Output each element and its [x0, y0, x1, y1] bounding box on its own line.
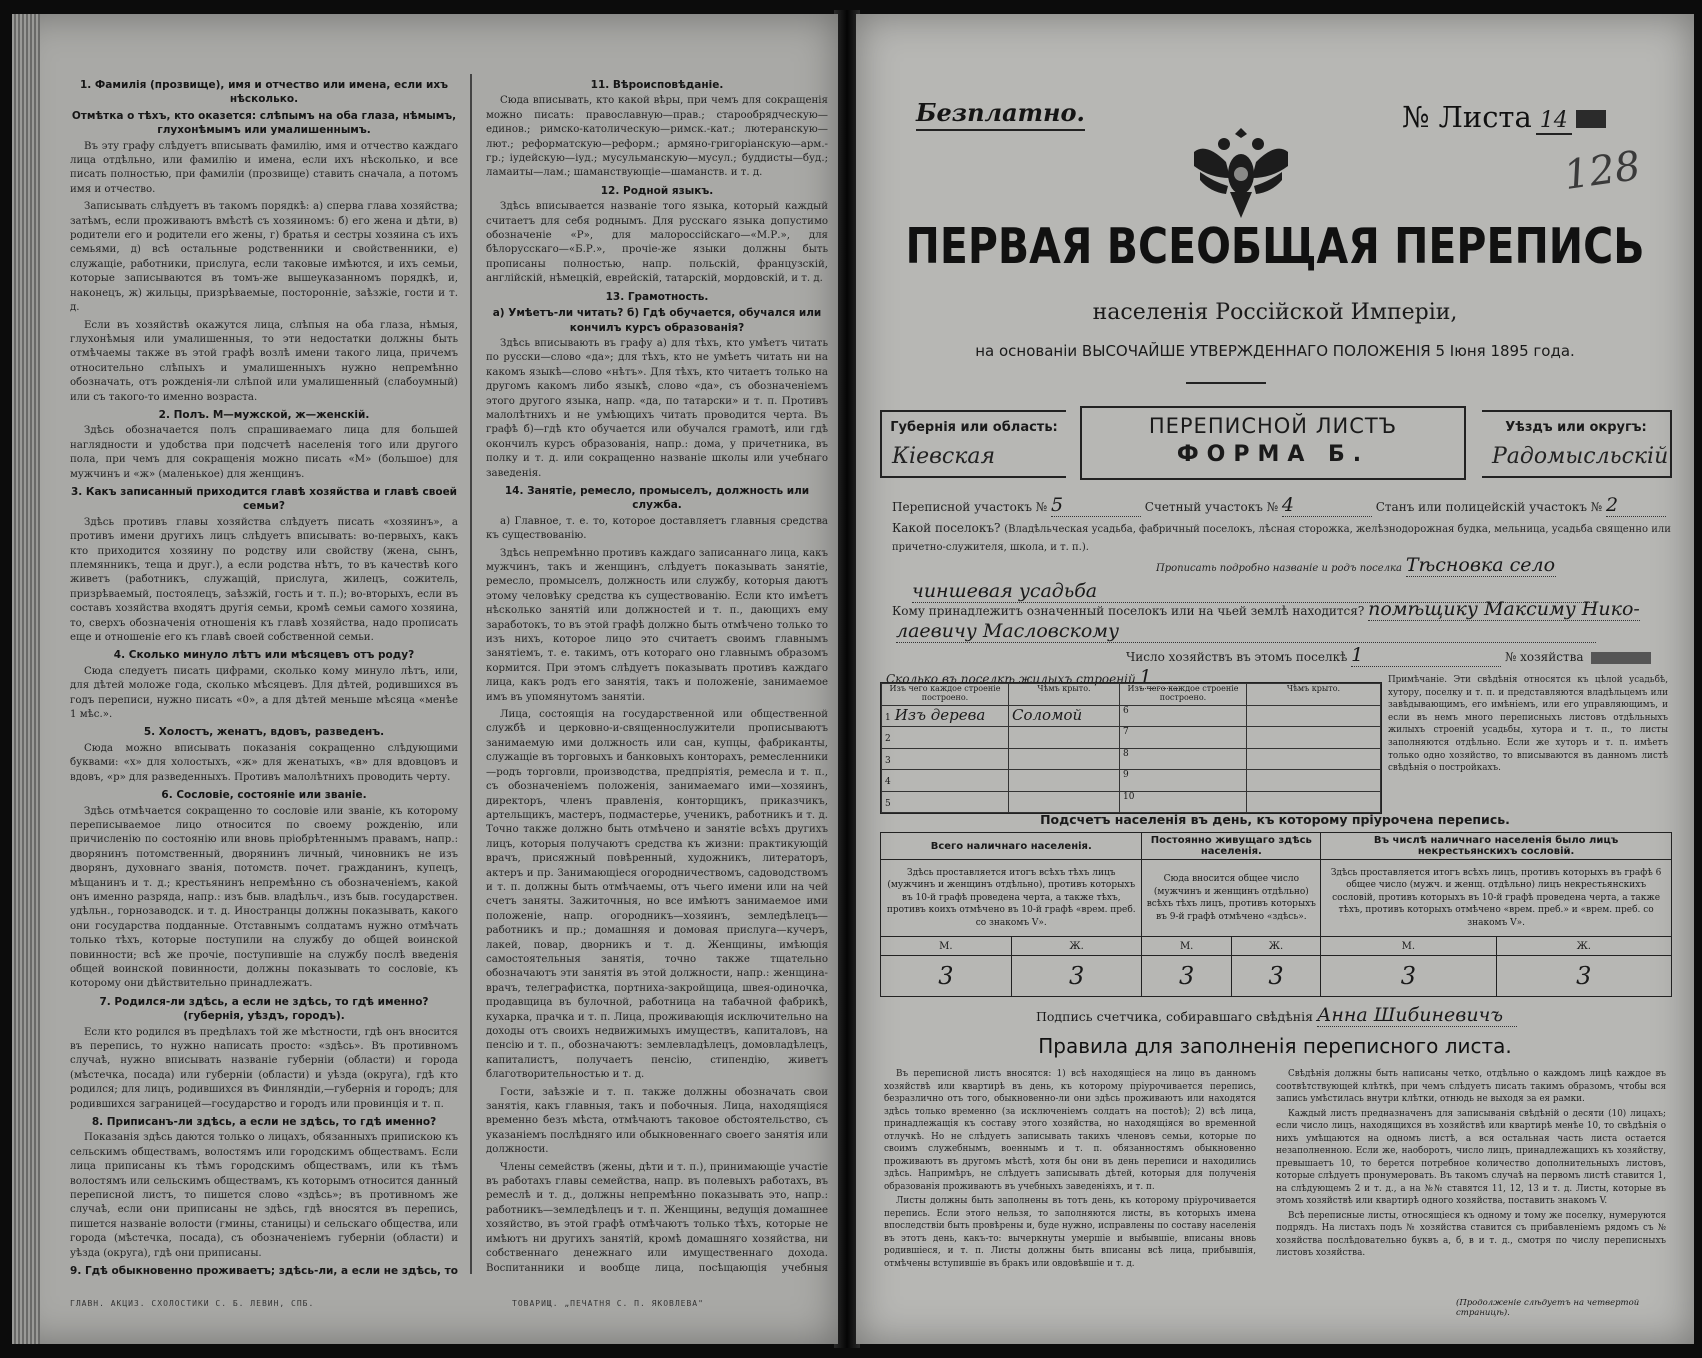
form-title: ФОРМА Б.: [1176, 442, 1370, 467]
col1-paragraph: Здѣсь обозначается полъ спрашиваемаго лица для большей наглядности и удобства при подсчетѣ населенія того или другого пола, при чемъ для сокращенія можно писать «М» (большое) для мужчинъ и «ж» (маленькое) для женщинъ.: [70, 425, 458, 480]
pop-value-m-2: 3: [1142, 956, 1231, 997]
col2-paragraph: Здѣсь вписывается названіе того языка, который каждый считаетъ для себя роднымъ. Для русскаго языка допустимо обозначеніе «Р», для малороссійскаго—«М.Р.», для бѣлорусскаго—«Б.Р.», прочіе-же языки должны быть прописаны полностью, напр. польскій, французскій, англійскій, нѣмецкій, еврейскій, татарскій, мордовскій, и т. д.: [486, 201, 828, 285]
right-page: [856, 14, 1694, 1344]
col1-paragraph: Если кто родился въ предѣлахъ той же мѣстности, гдѣ онъ вносится въ перепись, то нужно написать просто: «здѣсь». Въ противномъ случаѣ, нужно вписывать названіе губерніи (области) и города (мѣстечка, посада) или губерніи (области) и уѣзда (округа), гдѣ кто родился; для лицъ, родившихся въ Финляндіи,—губернія и городъ; для родившихся заграницей—государство и городъ или провинція и т. п.: [70, 1026, 458, 1110]
owner-line: [892, 598, 1640, 621]
pop-value-m-3: 3: [1321, 956, 1496, 997]
sheet-number-label: № Листа: [1402, 100, 1532, 134]
signature-value: Анна Шибиневичъ: [1317, 1004, 1517, 1027]
bld-row-number-right: 9: [1120, 770, 1247, 792]
col1-heading: 8. Приписанъ-ли здѣсь, а если не здѣсь, то гдѣ именно?: [91, 1116, 437, 1129]
census-title: ПЕРВАЯ ВСЕОБЩАЯ ПЕРЕПИСЬ: [905, 217, 1645, 275]
col2-heading: а) Умѣетъ-ли читать? б) Гдѣ обучается, обучался или кончилъ курсъ образованія?: [492, 307, 822, 334]
instructions-column-2: [486, 76, 828, 1276]
column-divider: [470, 74, 472, 1274]
poselok-line: [892, 520, 1672, 556]
bld-material-value: Изъ дерева: [894, 705, 986, 724]
page-edges: [12, 14, 40, 1344]
pop-col-m-3: М.: [1321, 937, 1496, 956]
uezd-value: Радомысльскій: [1492, 444, 1669, 469]
col2-paragraph: Члены семействъ (жены, дѣти и т. п.), принимающіе участіе въ работахъ главы семейства, напр. въ полевыхъ работахъ, въ ремеслѣ и т. д., должны непремѣнно показывать это, напр.: работникъ—земледѣлецъ и т. п. Женщины, ведущія домашнее хозяйство, въ этой графѣ отмѣчаютъ только тѣхъ, которые не имѣютъ ни другихъ занятій, кромѣ домашняго хозяйства, ни собственнаго денежнаго или имущественнаго дохода. Воспитанники и вообще лица, посѣщающія учебныя: [486, 1161, 828, 1274]
gubernia-box: [880, 410, 1066, 478]
rules-paragraph: Каждый листъ предназначенъ для записыванія свѣдѣній о десяти (10) лицахъ; если число лицъ, находящихся въ хозяйствѣ или квартирѣ менѣе 10, то свѣдѣнія о нихъ умѣщаются на одномъ листѣ, а вся остальная часть листа остается незаполненною. Если же, наоборотъ, число лицъ, принадлежащихъ къ хозяйству, превышаетъ 10, то берется потребное количество дополнительныхъ листовъ, которые слѣдуетъ пронумеровать. Въ такомъ случаѣ на первомъ листѣ ставится 1, на слѣдующемъ 2 и т. д., а на №№ ставятся 11, 12, 13 и т. д. Листы, которые въ этомъ хозяйствѣ или квартирѣ одного хозяйства, поставить знакомъ V.: [1276, 1108, 1666, 1206]
rules-title: Правила для заполненія переписного листа.: [1038, 1034, 1512, 1058]
col2-heading: 11. Вѣроисповѣданіе.: [590, 79, 724, 91]
households-value: 1: [1351, 644, 1501, 667]
household-no-redaction: [1591, 652, 1651, 664]
bld-row-number-right: 7: [1120, 727, 1247, 749]
rules-column-1: [884, 1068, 1256, 1294]
district-line: [892, 494, 1666, 517]
col1-paragraph: Въ эту графу слѣдуетъ вписывать фамилію, имя и отчество каждаго лица отдѣльно, или фамилію и имена, если ихъ нѣсколько, и все писать полностью, при фамиліи (прозвище) ставить сначала, а потомъ имя и отчество.: [70, 140, 458, 195]
bld-row: [882, 727, 1381, 749]
poselok-value-2: чиншевая усадьба: [912, 580, 1592, 603]
pop-col-f-1: Ж.: [1011, 937, 1142, 956]
bld-roof-empty: [1247, 791, 1381, 813]
owner-line-2: [896, 620, 1596, 643]
pop-group-title-1: Всего наличнаго населенія.: [881, 833, 1142, 860]
pop-group-title-2: Постоянно живущаго здѣсь населенія.: [1142, 833, 1321, 860]
rules-continued-note: (Продолженіе слѣдуетъ на четвертой страницѣ).: [1456, 1298, 1640, 1318]
pop-col-f-3: Ж.: [1496, 937, 1671, 956]
bld-row-number-right: 6: [1120, 705, 1247, 727]
bld-row-number: 2: [885, 734, 891, 744]
census-basis: на основаніи ВЫСОЧАЙШЕ УТВЕРЖДЕННАГО ПОЛОЖЕНІЯ 5 Іюня 1895 года.: [975, 342, 1575, 360]
poselok-label: Какой поселокъ?: [892, 521, 1001, 535]
col2-heading: 13. Грамотность.: [605, 290, 709, 303]
col2-paragraph: а) Главное, т. е. то, которое доставляетъ главныя средства къ существованію.: [486, 515, 828, 542]
col1-paragraph: Записывать слѣдуетъ въ такомъ порядкѣ: а) сперва глава хозяйства; затѣмъ, если проживаютъ вмѣстѣ съ хозяиномъ: б) его жена и дѣти, в) родители его и родители его жены, г) братья и сестры хозяина съ ихъ семьями, д) всѣ остальные родственники и свойственники, е) служащіе, работники, прислуга, если таковые имѣются, и ихъ семьи, которые записываются въ томъ-же вышеуказанномъ порядкѣ, и, наконецъ, ж) жильцы, призрѣваемые, посторонніе, заѣзжіе, гости и т. д.: [70, 201, 458, 314]
bld-material-cell: [882, 770, 1009, 792]
col1-heading: 5. Холостъ, женатъ, вдовъ, разведенъ.: [143, 726, 385, 739]
bld-material-cell: [882, 705, 1009, 727]
poselok-value-1: Тѣсновка село: [1405, 554, 1556, 576]
bld-roof-value: [1009, 791, 1120, 813]
buildings-value: 1: [1140, 666, 1180, 689]
divider: [1186, 382, 1266, 384]
households-label: Число хозяйствъ въ этомъ поселкѣ: [1126, 650, 1348, 664]
free-label: Безплатно.: [916, 98, 1085, 131]
owner-value-2: лаевичу Масловскому: [896, 620, 1596, 643]
bld-material-cell: [882, 727, 1009, 749]
owner-value-1: помѣщику Максиму Нико-: [1368, 598, 1640, 620]
double-headed-eagle-emblem: [1186, 122, 1296, 222]
bld-header-material-1: Изъ чего каждое строеніе построено.: [882, 684, 1009, 706]
uezd-label: Уѣздъ или округъ:: [1505, 420, 1647, 435]
pop-group-title-3: Въ числѣ наличнаго населенія было лицъ некрестьянскихъ сословій.: [1321, 833, 1672, 860]
pop-value-m-1: 3: [881, 956, 1012, 997]
bld-row-number-right: 10: [1120, 791, 1247, 813]
col2-paragraph: Здѣсь непремѣнно противъ каждаго записаннаго лица, какъ мужчинъ, такъ и женщинъ, слѣдуетъ показывать занятіе, ремесло, промыселъ, должность или службу, которыя даютъ этому человѣку средства къ существованію. Если кто имѣетъ нѣсколько занятій или должностей и т. п., дающихъ ему заработокъ, то въ этой графѣ должно быть отмѣчено только то изъ нихъ, которое лицо это считаетъ своимъ главнымъ занятіемъ, т. е. такимъ, отъ котораго оно главнымъ образомъ кормится. При этомъ слѣдуетъ показывать противъ каждаго лица, какъ родъ его занятія, такъ и положеніе, занимаемое имъ въ упомянутомъ занятіи.: [486, 547, 828, 703]
list-title: ПЕРЕПИСНОЙ ЛИСТЪ: [1148, 414, 1398, 438]
rules-paragraph: Свѣдѣнія должны быть написаны четко, отдѣльно о каждомъ лицѣ каждое въ соотвѣтствующей клѣткѣ, при чемъ слѣдуетъ писать такимъ образомъ, чтобы вся запись умѣстилась внутри клѣтки, отнюдь не выходя за ея рамки.: [1276, 1069, 1666, 1104]
buildings-note: Примѣчаніе. Эти свѣдѣнія относятся къ цѣлой усадьбѣ, хутору, поселку и т. п. и представляются владѣльцемъ или завѣдывающимъ, его имѣніемъ, или его управляющимъ, и если въ немъ много переписныхъ листовъ отдѣльныхъ жилыхъ строеній усадьбы, хутора и т. п., то листы заполняются отдѣльно. Если же хуторъ и т. п. имѣетъ только одно хозяйство, то вписываются въ данномъ листѣ свѣдѣнія о постройкахъ.: [1388, 675, 1668, 774]
uchastok-value: 5: [1051, 494, 1141, 517]
rules-paragraph: Всѣ переписные листы, относящіеся къ одному и тому же поселку, нумеруются подрядъ. На листахъ подъ № хозяйства ставится съ прибавленіемъ рядомъ съ № хозяйства послѣдовательно буквъ а, б, в и т. д., смотря по числу переписныхъ листовъ хозяйства.: [1276, 1210, 1666, 1258]
pop-col-m-1: М.: [881, 937, 1012, 956]
pop-group-desc-2: Сюда вносится общее число (мужчинъ и женщинъ отдѣльно) всѣхъ тѣхъ лицъ, противъ которыхъ въ 9-й графѣ отмѣчено «здѣсь».: [1142, 860, 1321, 937]
col1-paragraph: Показанія здѣсь даются только о лицахъ, обязанныхъ припискою къ сельскимъ обществамъ, волостямъ или городскимъ обществамъ. Если лица приписаны къ тѣмъ городскимъ обществамъ, или къ тѣмъ волостямъ или сельскимъ обществамъ, къ которымъ относится данный переписной листъ, то пишется слово «здѣсь»; въ противномъ же случаѣ, если они приписаны не здѣсь, гдѣ вносятся въ перепись, пишется названіе волости (гмины, станицы) и сельскаго общества, или города (мѣстечка, посада), съ обозначеніемъ губерніи (области) и уѣзда (округа), гдѣ они приписаны.: [70, 1132, 458, 1259]
col1-heading: 9. Гдѣ обыкновенно проживаетъ; здѣсь-ли, а если не здѣсь, то: [70, 1265, 458, 1276]
bld-row-number: 5: [885, 798, 891, 809]
pop-value-f-2: 3: [1231, 956, 1320, 997]
bld-row: [882, 705, 1381, 727]
col2-heading: 12. Родной языкъ.: [600, 184, 714, 197]
gubernia-value: Кіевская: [892, 444, 996, 469]
sheet-number-value: 14: [1536, 108, 1572, 135]
bld-material-cell: [882, 748, 1009, 770]
pop-group-desc-1: Здѣсь проставляется итогъ всѣхъ тѣхъ лицъ (мужчинъ и женщинъ отдѣльно), противъ которыхъ въ 10-й графѣ проведена черта, а также тѣхъ, противъ коихъ отмѣчено въ 10-й графѣ «врем. преб. со знакомъ V».: [881, 860, 1142, 937]
enumerator-signature-line: [1036, 1004, 1517, 1027]
col1-paragraph: Здѣсь противъ главы хозяйства слѣдуетъ писать «хозяинъ», а противъ имени другихъ лицъ слѣдуетъ вписывать: во-первыхъ, какъ кто приходится хозяину по родству или свойству (жена, сынъ, племянникъ, теща и друг.), а если родства нѣтъ, то въ качествѣ кого живетъ (работникъ, служащій, прислуга, жилецъ, сожитель, призрѣваемый, постоялецъ, заѣзжій, гость и т. п.); во-вторыхъ, если въ составъ хозяйства входятъ другія семьи, кромѣ семьи самого хозяина, то, сверхъ обозначенія отношенія къ главѣ хозяйства, надо прописать еще и отношеніе его къ главѣ своей собственной семьи.: [70, 516, 458, 644]
poselok-hint-2: Прописать подробно названіе и родъ поселка: [1156, 563, 1402, 574]
population-count-title: Подсчетъ населенія въ день, къ которому пріурочена перепись.: [1040, 812, 1510, 827]
bld-roof-empty: [1247, 748, 1381, 770]
households-line: [1126, 644, 1651, 667]
instructions-column-1: [70, 76, 458, 1276]
bld-row: [882, 791, 1381, 813]
poselok-hint: (Владѣльческая усадьба, фабричный поселокъ, лѣсная сторожка, желѣзнодорожная будка, мельница, усадьба священно или причетно-служителя, школа, и т. п.).: [892, 524, 1671, 553]
rules-column-2: [1276, 1068, 1666, 1294]
form-title-box: [1080, 406, 1466, 480]
bld-row: [882, 748, 1381, 770]
bld-roof-value: Соломой: [1009, 705, 1120, 727]
bld-roof-empty: [1247, 727, 1381, 749]
col2-paragraph: Сюда вписывать, кто какой вѣры, при чемъ для сокращенія можно писать: православную—прав.; старообрядческую—единов.; римско-католическую—римск.-кат.; лютеранскую—лют.; реформатскую—реформ.; армяно-григоріанскую—арм.-гр.; іудейскую—іуд.; мусульманскую—мусул.; буддисты—буд.; ламаиты—лам.; шаманствующіе—шаманств. и т. д.: [486, 95, 828, 179]
buildings-label: Сколько въ поселкѣ жилыхъ строеній: [886, 672, 1136, 686]
bld-roof-value: [1009, 748, 1120, 770]
gubernia-label: Губернія или область:: [890, 420, 1058, 435]
left-page: [12, 14, 838, 1344]
census-subtitle: населенія Россійской Имперіи,: [1092, 300, 1458, 325]
bld-header-roof-1: Чѣмъ крыто.: [1009, 684, 1120, 706]
bld-roof-empty: [1247, 705, 1381, 727]
buildings-table: [880, 682, 1382, 814]
schetny-value: 4: [1282, 494, 1372, 517]
col2-heading: 14. Занятіе, ремесло, промыселъ, должность или служба.: [504, 484, 810, 512]
pop-col-f-2: Ж.: [1231, 937, 1320, 956]
household-no-label: № хозяйства: [1504, 650, 1584, 664]
pop-value-f-3: 3: [1496, 956, 1671, 997]
redaction-mark: [1576, 110, 1606, 128]
population-count-table: [880, 832, 1672, 990]
pop-value-f-1: 3: [1011, 956, 1142, 997]
col1-heading: 3. Какъ записанный приходится главѣ хозяйства и главѣ своей семьи?: [70, 485, 458, 513]
col1-heading: 2. Полъ. М—мужской, ж—женскій.: [158, 408, 370, 421]
rules-paragraph: Листы должны быть заполнены въ тотъ день, къ которому пріурочивается перепись. Если этого нельзя, то заполняются листы, въ которыхъ имена впоследствіи быть провѣрены и, буде нужно, исправлены по составу населенія въ этотъ день, какъ-то: вычеркнуты умершіе и выбывшіе, вписаны вновь родившіеся, и т. п. Листы должны быть вписаны всѣ лица, прибывшія, отмѣчены вступившіе въ бракъ или овдовѣвшіе и т. д.: [884, 1196, 1256, 1269]
schetny-label: Счетный участокъ №: [1144, 500, 1279, 514]
col2-paragraph: Гости, заѣзжіе и т. п. также должны обозначать свои занятія, какъ главныя, такъ и побочныя. Лица, находящіяся временно безъ мѣста, отмѣчаютъ таковое обстоятельство, съ указаніемъ послѣдняго или обыкновеннаго своего занятія или должности.: [486, 1086, 828, 1156]
printer-imprint-left: ГЛАВН. АКЦИЗ. СХОЛОСТИКИ С. Б. ЛЕВИН, СПБ.: [70, 1299, 315, 1308]
bld-row-number: 1: [885, 712, 891, 723]
bld-row: [882, 770, 1381, 792]
bld-roof-value: [1009, 770, 1120, 792]
stan-value: 2: [1606, 494, 1666, 517]
col1-paragraph: Сюда можно вписывать показанія сокращенно слѣдующими буквами: «х» для холостыхъ, «ж» для женатыхъ, «в» для вдовцовъ и вдовъ, «р» для разведенныхъ. Противъ малолѣтнихъ проводить черту.: [70, 742, 458, 783]
signature-label: Подпись счетчика, собиравшаго свѣдѣнія: [1036, 1009, 1313, 1024]
bld-row-number-right: 8: [1120, 748, 1247, 770]
printer-imprint-right: ТОВАРИЩ. „ПЕЧАТНЯ С. П. ЯКОВЛЕВА": [512, 1299, 704, 1308]
col1-heading: Отмѣтка о тѣхъ, кто оказется: слѣпымъ на оба глаза, нѣмымъ, глухонѣмымъ или умалишеннымъ.: [71, 109, 457, 137]
sheet-number: [1402, 100, 1606, 134]
col1-heading: 4. Сколько минуло лѣтъ или мѣсяцевъ отъ роду?: [113, 649, 415, 662]
rules-paragraph: Въ переписной листъ вносятся: 1) всѣ находящіеся на лицо въ данномъ хозяйствѣ или квартирѣ въ день, къ которому пріурочивается перепись, безразлично отъ того, обыкновенно-ли они здѣсь проживаютъ или находятся здѣсь только временно (за исключеніемъ солдатъ на постоѣ); 2) всѣ лица, принадлежащія къ составу этого хозяйства, но находящіяся во временной отлучкѣ. Но не слѣдуетъ записывать такихъ членовъ семьи, которые по своимъ служебнымъ, военнымъ и т. п. обязанностямъ обыкновенно проживаютъ въ другомъ мѣстѣ, хотя бы они въ день переписи и находились здѣсь. Напримѣръ, не слѣдуетъ записывать дѣтей, которыя для полученія образованія проживаютъ въ учебныхъ заведеніяхъ, и т. п.: [884, 1069, 1256, 1192]
col1-heading: 7. Родился-ли здѣсь, а если не здѣсь, то гдѣ именно? (губернія, уѣздъ, городъ).: [99, 995, 429, 1023]
bld-header-material-2: Изъ чего каждое строеніе построено.: [1120, 684, 1247, 706]
bld-row-number: 3: [885, 755, 891, 766]
bld-roof-value: [1009, 727, 1120, 749]
pop-group-desc-3: Здѣсь проставляется итогъ всѣхъ лицъ, противъ которыхъ въ графѣ 6 общее число (мужч. и женщ. отдѣльно) лицъ некрестьянскихъ сословій, противъ которыхъ въ 10-й графѣ проведена черта, а также тѣхъ, противъ которыхъ отмѣчено «врем. преб.» и «врем. преб. со знакомъ V».: [1321, 860, 1672, 937]
col1-paragraph: Сюда следуетъ писать цифрами, сколько кому минуло лѣтъ, или, для дѣтей моложе года, сколько мѣсяцевъ. Для дѣтей, родившихся въ годъ переписи, нужно писать «0», а для дѣтей меньше мѣсяца «менѣе 1 мѣс.».: [70, 665, 458, 721]
uchastok-label: Переписной участокъ №: [892, 500, 1048, 514]
col2-paragraph: Здѣсь вписывають въ графу а) для тѣхъ, кто умѣетъ читать по русски—слово «да»; для тѣхъ, кто не умѣетъ читать ни на какомъ языкѣ—слово «нѣтъ». Для тѣхъ, кто читаетъ только на другомъ какомъ либо языкѣ, слово «да», съ обозначеніемъ этого другого языка, напр. «да, по татарски» и т. п. Противъ малолѣтнихъ и не умѣющихъ читать проводится черта. Въ графѣ б)—гдѣ кто обучается или обучался грамотѣ, или гдѣ окончилъ курсъ образованія, напр.: дома, у причетника, въ полку и т. д. или сокращенно названіе школы или учебнаго заведенія.: [486, 337, 828, 479]
bld-header-roof-2: Чѣмъ крыто.: [1247, 684, 1381, 706]
col1-paragraph: Здѣсь отмѣчается сокращенно то сословіе или званіе, къ которому переписываемое лицо относится по своему рожденію, или причисленію по состоянію или вновь пріобрѣтеннымъ правамъ, напр.: дворянинъ потомственный, дворянинъ личный, чиновникъ не изъ дворянъ, духовнаго званія, потомств. почет. гражданинъ, купецъ, мѣщанинъ и т. д.; крестьянинъ непремѣнно съ обозначеніемъ, какой онъ именно разряда, напр.: изъ быв. владѣльч., изъ быв. государствен. удѣльн., горнозаводск. и т. д. Иностранцы должны показывать, какого они государства подданные. Отставнымъ солдатамъ нужно отмѣчать только тѣхъ, которые поступили на службу до общей воинской повинности; всѣ же прочіе, поступившіе на службу послѣ введенія общей воинской повинности, должны показывать то сословіе, къ которому они дѣйствительно принадлежатъ.: [70, 805, 458, 990]
poselok-value-line: [1156, 554, 1556, 577]
col1-paragraph: Если въ хозяйствѣ окажутся лица, слѣпыя на оба глаза, нѣмыя, глухонѣмыя или умалишенныя, то эти недостатки должны быть отмѣчаемы также въ этой графѣ возлѣ имени такого лица, причемъ относительно слѣпыхъ и умалишенныхъ нужно непремѣнно обозначать, отъ рожденія-ли слѣпой или умалишенный (слабоумный) или съ такого-то именно возраста.: [70, 319, 458, 403]
col2-paragraph: Лица, состоящія на государственной или общественной службѣ и церковно-и-священнослужители прописываютъ занимаемую ими должность или сан, купцы, фабриканты, служащіе въ торговыхъ и банковыхъ конторахъ, ремесленники—родъ торговли, производства, предпріятія, ремесла и т. п., съ обозначеніемъ положенія, занимаемаго ими—хозяинъ, директоръ, членъ правленія, конторщикъ, приказчикъ, артельщикъ, мастеръ, подмастерье, ученикъ, работникъ и т. д. Точно также должно быть отмѣчено и занятіе всѣхъ другихъ лицъ, которыя получаютъ средства къ жизни: практикующій врачъ, присяжный повѣренный, художникъ, литераторъ, актеръ и пр. Занимающіеся огородничествомъ, садоводствомъ и т. п. должны быть отмѣчаемы, отъ чьего имени или на чей счетъ заняты. Зажиточныя, но все имѣютъ занимаемое ими положеніе, напр. огородникъ—хозяинъ, земледѣлецъ—работникъ и пр.; домашняя и домовая прислуга—кучеръ, лакей, повар, дворникъ и т. д. Женщины, имѣющія самостоятельныя занятія, точно также тщательно обозначаютъ эти занятія въ этой должности, напр.: женщина-врачъ, телеграфистка, портниха-закройщица, швея-одиночка, продавщица въ булочной, работница на табачной фабрикѣ, кухарка, прачка и т. п. Лица, проживающія исключительно на доходы отъ своихъ недвижимыхъ имуществъ, капиталовъ, на пенсію и т. п., обозначаютъ: землевладѣлецъ, домовладѣлецъ, капиталистъ, получаетъ пенсію, стипендію, живетъ благотворительностью и т. д.: [486, 709, 828, 1081]
pop-col-m-2: М.: [1142, 937, 1231, 956]
bld-roof-empty: [1247, 770, 1381, 792]
region-header: [880, 410, 1672, 482]
pencil-archive-number: 128: [1561, 142, 1644, 200]
bld-material-cell: [882, 791, 1009, 813]
col1-heading: 1. Фамилія (прозвище), имя и отчество или имена, если ихъ нѣсколько.: [79, 79, 449, 106]
bld-row-number: 4: [885, 777, 891, 787]
col1-heading: 6. Сословіе, состояніе или званіе.: [161, 789, 367, 802]
owner-label: Кому принадлежитъ означенный поселокъ или на чьей землѣ находится?: [892, 604, 1365, 618]
stan-label: Станъ или полицейскій участокъ №: [1375, 500, 1603, 514]
uezd-box: [1482, 410, 1672, 478]
